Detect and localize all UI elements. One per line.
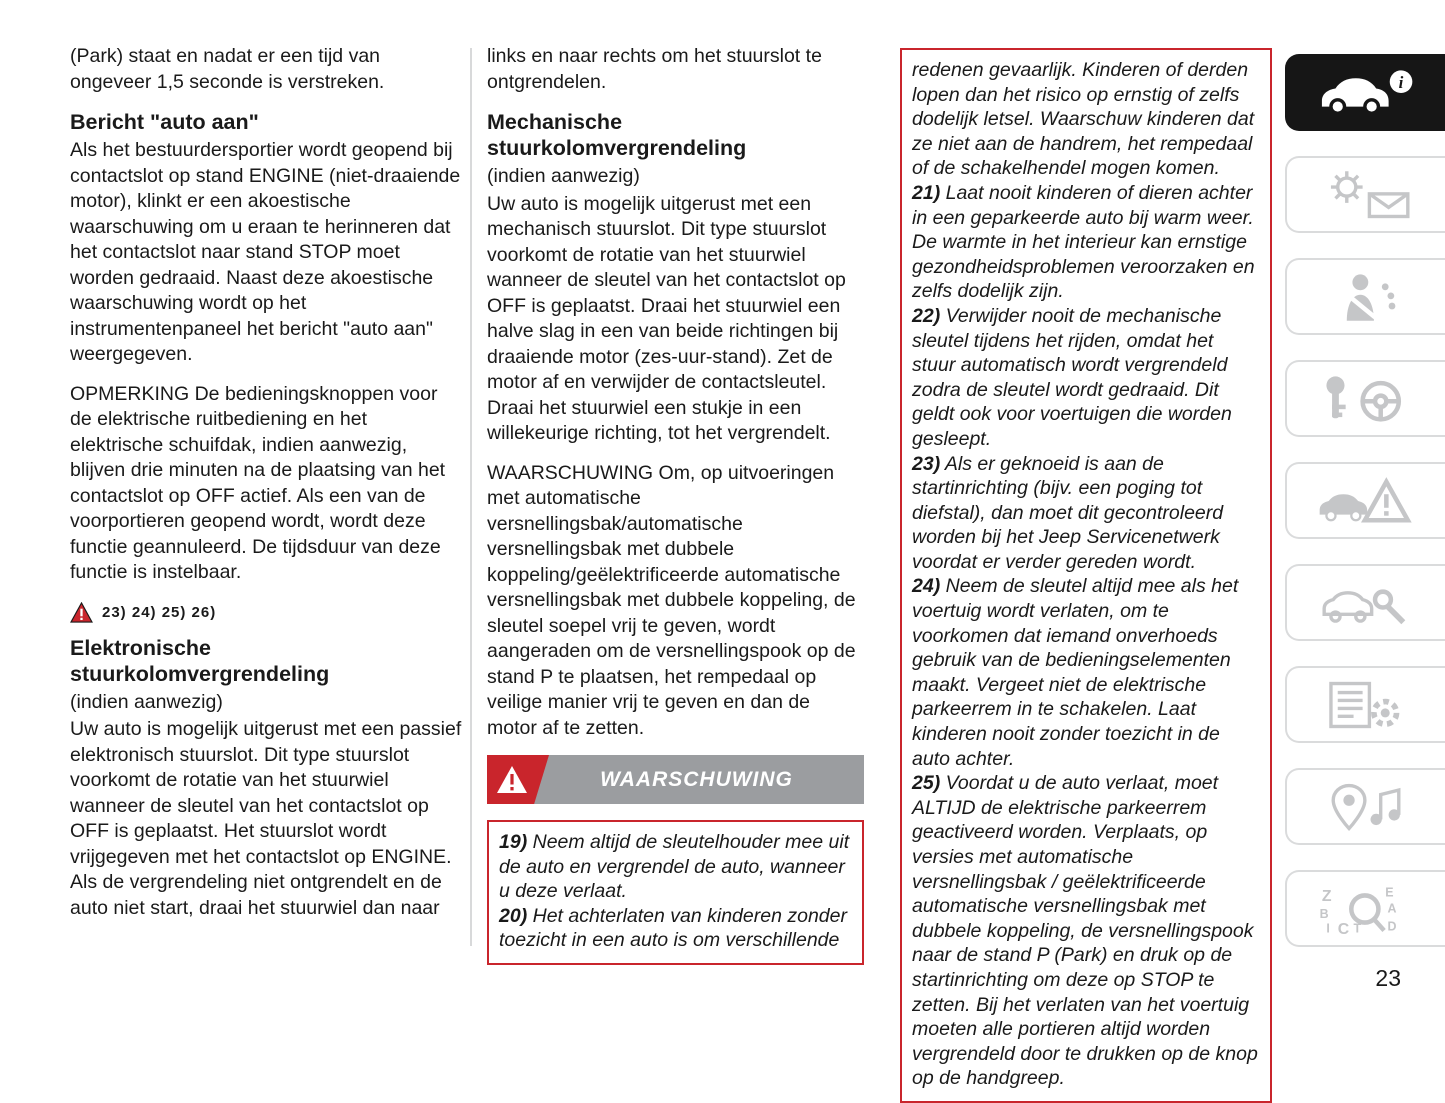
warning-reference-numbers: 23) 24) 25) 26) <box>102 603 217 621</box>
tab-emergency[interactable] <box>1285 462 1445 539</box>
technical-data-icon <box>1314 679 1418 731</box>
warning-box-right <box>900 48 1272 1103</box>
svg-text:A: A <box>1387 900 1397 915</box>
car-info-icon <box>1314 67 1418 119</box>
multimedia-icon <box>1314 781 1418 833</box>
warning-item-text: Neem de sleutel altijd mee als het voertuig wordt verlaten, om te voorkomen dat iemand onverhoeds gebruik van de bedieningselementen maakt. Vergeet niet de elektrische parkeerrem in te schakelen. Laat kinderen nooit zonder toezicht in de auto achter. <box>912 575 1239 770</box>
heading-mechanische-stuurkolomvergrendeling: Mechanische stuurkolomvergrendeling <box>487 110 747 160</box>
warning-item-text: redenen gevaarlijk. Kinderen of derden lopen dan het risico op ernstig of zelfs dodelijk letsel. Waarschuw kinderen dat ze niet aan de handrem, het rempedaal of de schakelhendel mogen komen. <box>912 59 1255 180</box>
warning-item-text: Als er geknoeid is aan de startinrichting (bijv. een poging tot diefstal), dan moet dit gecontroleerd worden bij het Jeep Servicenetwerk voordat er verder gereden wordt. <box>912 452 1224 573</box>
svg-text:T: T <box>1353 921 1362 935</box>
svg-text:B: B <box>1319 906 1329 921</box>
warning-box-left <box>487 820 864 965</box>
maintenance-icon <box>1314 577 1418 629</box>
svg-text:I: I <box>1326 921 1330 935</box>
warning-item <box>912 452 1260 575</box>
svg-text:E: E <box>1385 885 1394 900</box>
warning-references <box>70 602 462 623</box>
warning-item-number: 19) <box>499 831 528 853</box>
para-mechanisch-stuurslot: Uw auto is mogelijk uitgerust met een mechanisch stuurslot. Dit type stuurslot voorkomt de rotatie van het stuurwiel wanneer de sleutel van het contactslot op OFF is geplaatst. Draai het stuurwiel een halve slag in een van beide richtingen bij draaiende motor (zes-uur-stand). Zet de motor af en verwijder de contactsleutel. Draai het stuurwiel een stukje in een willekeurige richting, tot het vergrendelt. <box>487 192 846 444</box>
warning-item <box>499 830 852 904</box>
emergency-icon <box>1314 475 1418 527</box>
safety-icon <box>1314 271 1418 323</box>
tab-safety[interactable] <box>1285 258 1445 335</box>
warning-item-number: 21) <box>912 181 941 204</box>
warning-item <box>912 771 1260 1091</box>
tab-index[interactable] <box>1285 870 1445 947</box>
starting-driving-icon <box>1314 373 1418 425</box>
subnote-indien-aanwezig-2: (indien aanwezig) <box>487 165 640 187</box>
tab-car-info[interactable] <box>1285 54 1445 131</box>
index-icon <box>1314 883 1418 935</box>
warning-item-text: Het achterlaten van kinderen zonder toezicht in een auto is om verschillende <box>499 904 847 952</box>
warning-item-number: 23) <box>912 452 941 475</box>
tab-multimedia[interactable] <box>1285 768 1445 845</box>
section-tab-bar <box>1285 54 1445 947</box>
para-auto-aan: Als het bestuurdersportier wordt geopend bij contactslot op stand ENGINE (niet-draaiende motor), klinkt er een akoestische waarschuwing om u eraan te herinneren dat het contactslot naar stand STOP moet worden gedraaid. Naast deze akoestische waarschuwing wordt op het instrumentenpaneel het bericht "auto aan" weergegeven. <box>70 139 461 365</box>
warning-banner-label: WAARSCHUWING <box>600 767 793 791</box>
para-park-continued: (Park) staat en nadat er een tijd van ongeveer 1,5 seconde is verstreken. <box>70 45 385 93</box>
page-number: 23 <box>1375 965 1401 991</box>
svg-text:i: i <box>1398 72 1404 92</box>
warning-item-text: Voordat u de auto verlaat, moet ALTIJD de elektrische parkeerrem geactiveerd worden. Verplaats, op versies met automatische versnellingsbak / geëlektrificeerde automatische versnellingsbak met dubbele koppeling, de versnellingspook naar de stand P (Park) en druk op de startinrichting om deze op STOP te zetten. Bij het verlaten van het voertuig moeten alle portieren altijd worden vergrendeld door te drukken op de knop op de handgreep. <box>912 772 1258 1090</box>
warning-item-text: Neem altijd de sleutelhouder mee uit de auto en vergrendel de auto, wanneer u deze verlaat. <box>499 831 850 903</box>
column-middle <box>487 44 864 965</box>
para-stuurslot-continued: links en naar rechts om het stuurslot te ontgrendelen. <box>487 45 822 93</box>
warning-triangle-icon <box>70 602 93 623</box>
tab-technical-data[interactable] <box>1285 666 1445 743</box>
tab-maintenance[interactable] <box>1285 564 1445 641</box>
warning-item-text: Verwijder nooit de mechanische sleutel tijdens het rijden, omdat het stuur automatisch wordt vergrendeld zodra de sleutel wordt gedraaid. Dit geldt ook voor voertuigen die worden gesleept. <box>912 304 1232 450</box>
warning-item <box>912 574 1260 771</box>
para-opmerking: OPMERKING De bedieningsknoppen voor de elektrische ruitbediening en het elektrische schuifdak, indien aanwezig, blijven drie minuten na de plaatsing van het contactslot op OFF actief. Als een van de voorportieren geopend wordt, wordt deze functie geannuleerd. De tijdsduur van deze functie is instelbaar. <box>70 382 446 583</box>
warning-item-number: 20) <box>499 904 528 927</box>
svg-text:D: D <box>1387 918 1397 933</box>
warning-item <box>912 181 1260 304</box>
warning-item <box>499 904 852 953</box>
warning-item-number: 25) <box>912 772 941 795</box>
instrument-panel-icon <box>1314 169 1418 221</box>
para-elektronisch-stuurslot: Uw auto is mogelijk uitgerust met een passief elektronisch stuurslot. Dit type stuurslot voorkomt de rotatie van het stuurwiel wanneer de sleutel van het contactslot op OFF is geplaatst. Het stuurslot wordt vrijgegeven met het contactslot op ENGINE. Als de vergrendeling niet ontgrendelt en de auto niet start, draai het stuurwiel dan naar <box>70 718 462 919</box>
column-left <box>70 44 462 935</box>
column-divider <box>470 48 472 946</box>
heading-bericht-auto-aan: Bericht "auto aan" <box>70 110 259 134</box>
warning-item <box>912 304 1260 452</box>
tab-starting-driving[interactable] <box>1285 360 1445 437</box>
warning-item-number: 22) <box>912 304 941 327</box>
warning-banner <box>487 755 864 804</box>
warning-item-text: Laat nooit kinderen of dieren achter in een geparkeerde auto bij warm weer. De warmte in het interieur kan ernstige gezondheidsproblemen veroorzaken en zelfs dodelijk zijn. <box>912 181 1255 303</box>
subnote-indien-aanwezig-1: (indien aanwezig) <box>70 690 223 713</box>
warning-banner-triangle-icon <box>495 764 529 796</box>
tab-instrument-panel[interactable] <box>1285 156 1445 233</box>
svg-text:C: C <box>1337 920 1350 935</box>
svg-text:Z: Z <box>1321 887 1332 905</box>
para-waarschuwing-versnellingsbak: WAARSCHUWING Om, op uitvoeringen met automatische versnellingsbak/automatische versnellingsbak met dubbele koppeling/geëlektrificeerde automatische versnellingsbak met dubbele koppeling, de sleutel soepel vrij te geven, wordt aangeraden om de versnellingspook op de stand P te plaatsen, het rempedaal op veilige manier vrij te geven en dan de motor af te zetten. <box>487 461 856 739</box>
heading-elektronische-stuurkolomvergrendeling: Elektronische stuurkolomvergrendeling <box>70 635 330 686</box>
warning-item <box>912 58 1260 181</box>
warning-item-number: 24) <box>912 575 941 598</box>
warning-banner-red-flag <box>487 755 549 804</box>
